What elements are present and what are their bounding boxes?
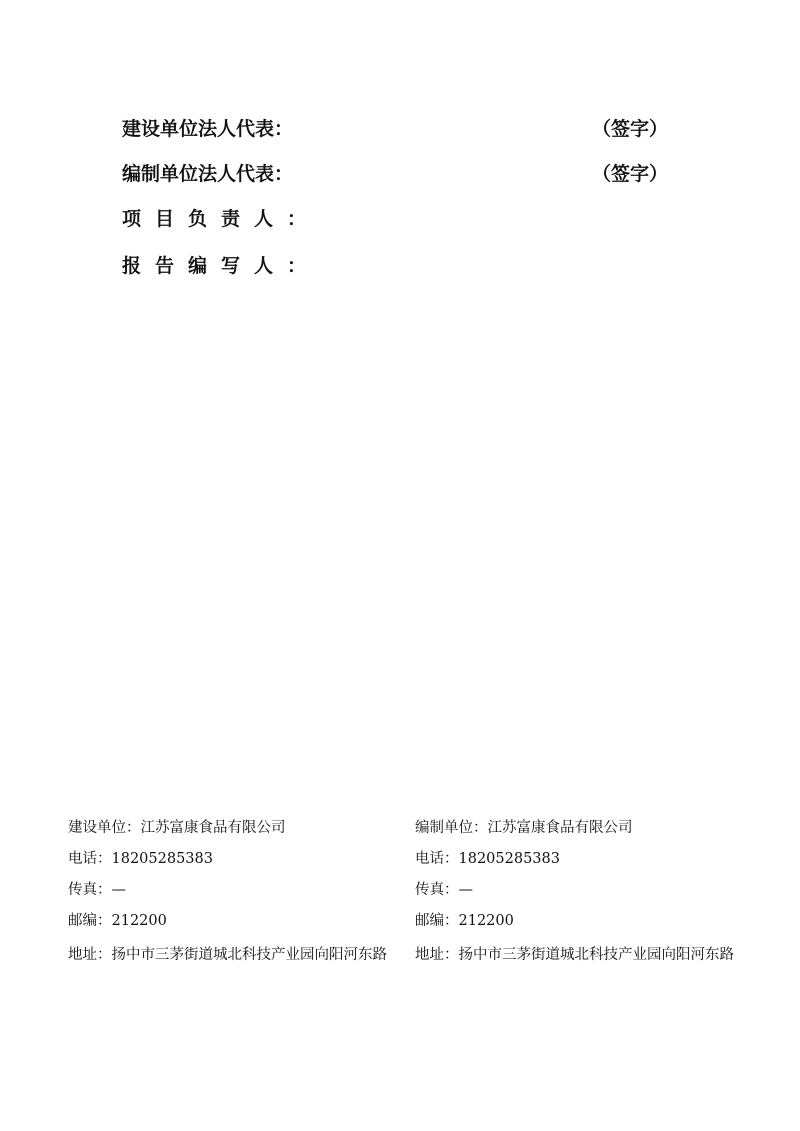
signature-note-compiler-rep: （签字） [592, 163, 669, 185]
signature-line-report-writer: 报告编写人： [122, 255, 321, 277]
signature-line-compiler-rep: 编制单位法人代表： [122, 163, 294, 185]
construction-unit-postcode: 邮编：212200 [68, 913, 167, 929]
signature-line-project-lead: 项目负责人： [122, 208, 321, 230]
construction-unit-address: 地址：扬中市三茅街道城北科技产业园向阳河东路 [68, 947, 387, 963]
signature-note-construction-rep: （签字） [592, 118, 669, 140]
construction-unit-name: 建设单位：江苏富康食品有限公司 [68, 820, 286, 836]
construction-unit-phone: 电话：18205285383 [68, 851, 213, 867]
compiler-unit-fax: 传真：— [415, 882, 473, 898]
compiler-unit-contact-block [415, 818, 745, 980]
construction-unit-contact-block [68, 818, 398, 980]
compiler-unit-postcode: 邮编：212200 [415, 913, 514, 929]
compiler-unit-name: 编制单位：江苏富康食品有限公司 [415, 820, 633, 836]
construction-unit-fax: 传真：— [68, 882, 126, 898]
signature-line-construction-rep: 建设单位法人代表： [122, 118, 294, 140]
compiler-unit-phone: 电话：18205285383 [415, 851, 560, 867]
compiler-unit-address: 地址：扬中市三茅街道城北科技产业园向阳河东路 [415, 947, 734, 963]
